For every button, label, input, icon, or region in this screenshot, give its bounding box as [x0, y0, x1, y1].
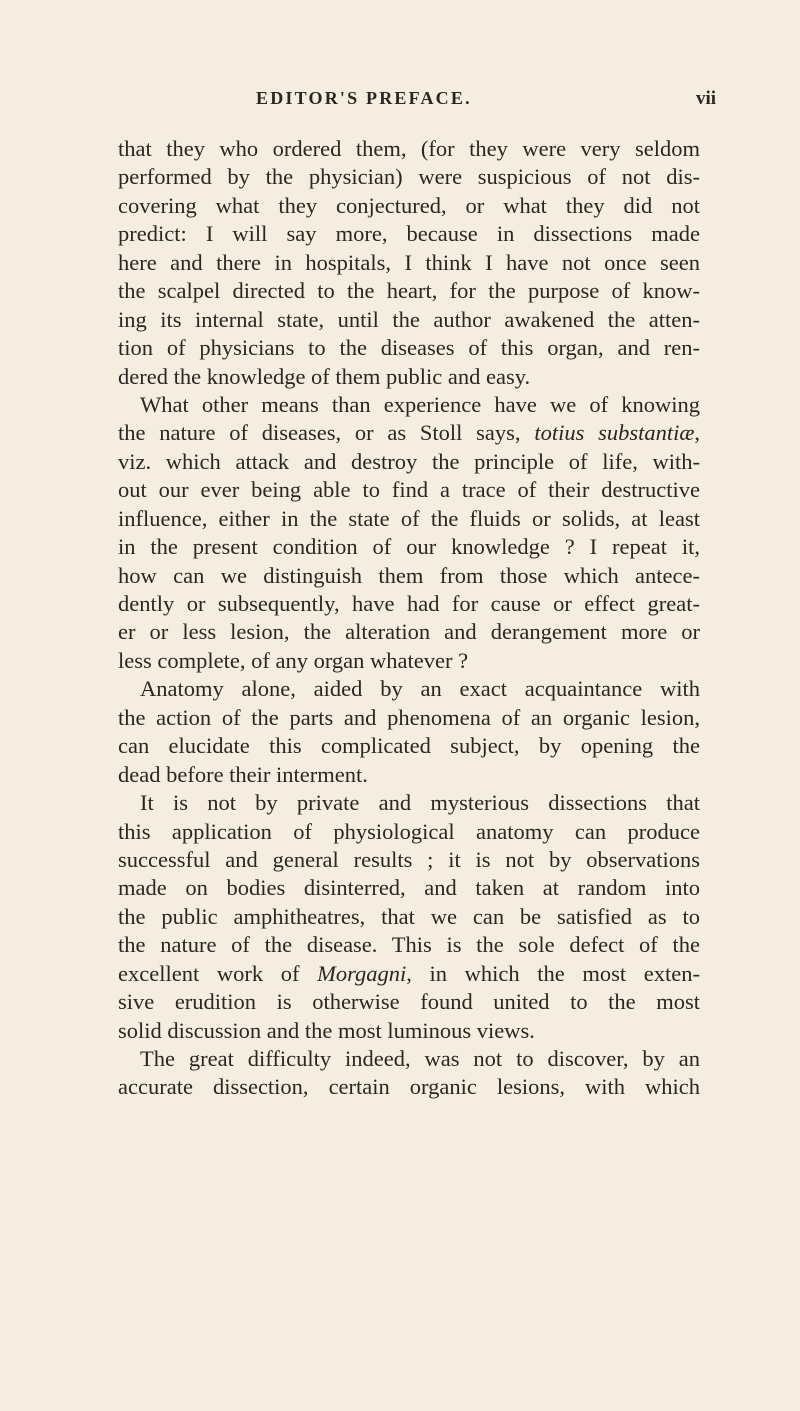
text-line: ing its internal state, until the author awakened the atten-: [118, 306, 700, 332]
text-line: the public amphitheatres, that we can be satisfied as to: [118, 903, 700, 929]
text-line: the nature of diseases, or as Stoll says, totius substantiæ,: [118, 420, 700, 446]
text-line: dead before their interment.: [118, 761, 368, 787]
text-line: accurate dissection, certain organic lesions, with which: [118, 1074, 700, 1100]
text-line: solid discussion and the most luminous views.: [118, 1017, 535, 1043]
text-line: predict: I will say more, because in dissections made: [118, 221, 700, 247]
text-line: in the present condition of our knowledge ? I repeat it,: [118, 534, 700, 560]
text-line: excellent work of Morgagni, in which the most exten-: [118, 960, 701, 986]
text-line: It is not by private and mysterious dissections that: [140, 790, 700, 816]
text-line: made on bodies disinterred, and taken at random into: [118, 875, 700, 901]
text-line: sive erudition is otherwise found united to the most: [118, 989, 700, 1015]
text-line: er or less lesion, the alteration and derangement more or: [118, 619, 700, 645]
running-title: EDITOR'S PREFACE.: [256, 88, 472, 108]
text-line: influence, either in the state of the fluids or solids, at least: [118, 505, 700, 531]
text-line: covering what they conjectured, or what they did not: [118, 192, 700, 218]
text-line: less complete, of any organ whatever ?: [118, 647, 469, 673]
body-text: [118, 135, 700, 1102]
text-line: tion of physicians to the diseases of this organ, and ren-: [118, 335, 700, 361]
text-line: out our ever being able to find a trace of their destructive: [118, 477, 700, 503]
text-line: viz. which attack and destroy the principle of life, with-: [118, 448, 700, 474]
text-line: The great difficulty indeed, was not to discover, by an: [140, 1046, 700, 1071]
text-line: the action of the parts and phenomena of an organic lesion,: [118, 704, 700, 730]
text-line: how can we distinguish them from those which antece-: [118, 562, 700, 588]
text-line: dently or subsequently, have had for cause or effect great-: [118, 591, 700, 616]
text-line: the scalpel directed to the heart, for the purpose of know-: [118, 278, 700, 304]
text-line: Anatomy alone, aided by an exact acquaintance with: [140, 676, 700, 702]
text-line: performed by the physician) were suspicious of not dis-: [118, 164, 700, 190]
text-line: here and there in hospitals, I think I have not once seen: [118, 249, 700, 275]
text-line: dered the knowledge of them public and easy.: [118, 363, 531, 389]
text-line: that they who ordered them, (for they were very seldom: [118, 136, 700, 161]
text-line: can elucidate this complicated subject, by opening the: [118, 733, 700, 759]
text-line: this application of physiological anatomy can produce: [118, 818, 700, 844]
page-number: vii: [696, 88, 717, 109]
running-head: [0, 88, 800, 112]
text-line: successful and general results ; it is not by observations: [118, 846, 700, 872]
text-line: the nature of the disease. This is the sole defect of the: [118, 932, 700, 958]
text-line: What other means than experience have we of knowing: [140, 391, 700, 417]
